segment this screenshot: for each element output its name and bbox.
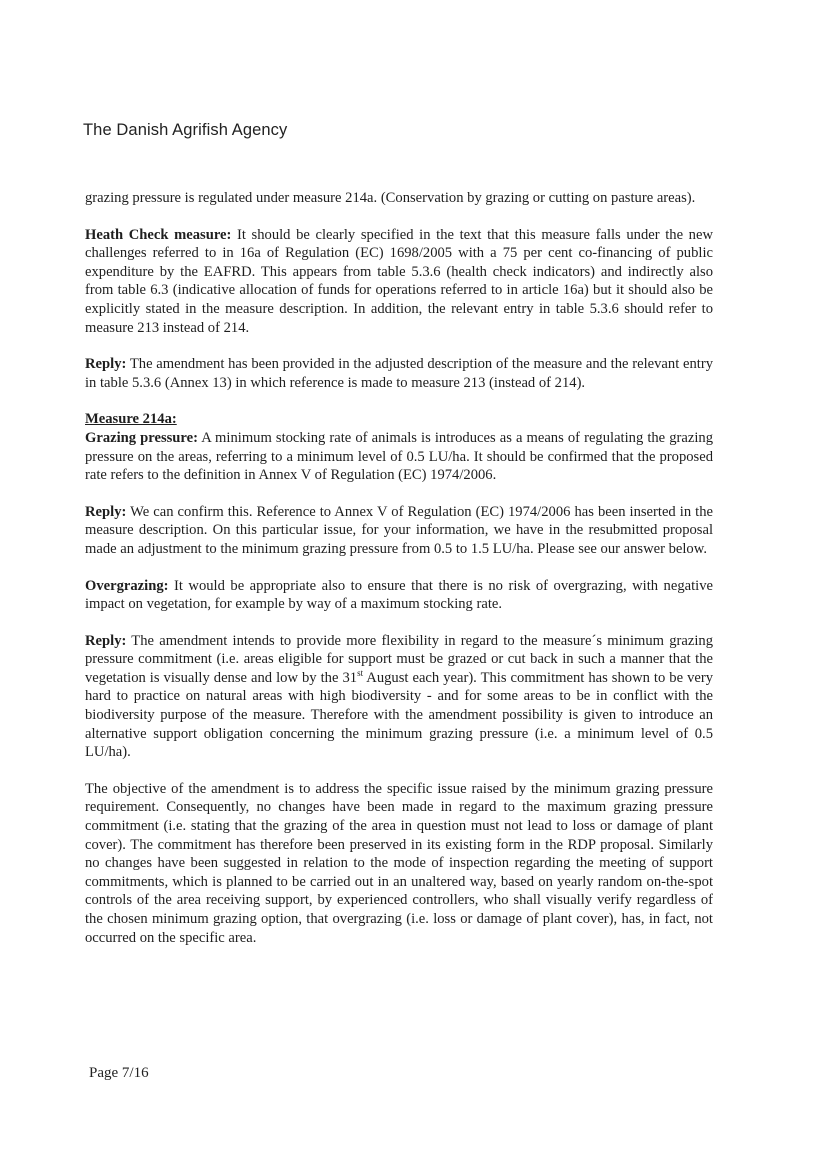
document-body: [85, 189, 713, 965]
paragraph-grazing-pressure: [85, 429, 713, 485]
overgrazing-text: It would be appropriate also to ensure that there is no risk of overgrazing, with negative impact on vegetation, for example by way of a maximum stocking rate.: [85, 577, 713, 613]
reply-text-b: August each year). This commitment has shown to be very hard to practice on natural areas with high biodiversity - and for some areas to be in conflict with the biodiversity purpose of the measure. Therefore with the amendment possibility is given to introduce an alternative support obligation concerning the minimum grazing pressure (i.e. a minimum level of 0.5 LU/ha).: [85, 669, 714, 761]
paragraph-reply-3: [85, 632, 713, 762]
reply-label: Reply:: [85, 503, 127, 520]
grazing-pressure-text: A minimum stocking rate of animals is introduces as a means of regulating the grazing pressure on the areas, referring to a minimum level of 0.5 LU/ha. It should be confirmed that the proposed rate refers to the definition in Annex V of Regulation (EC) 1974/2006.: [85, 429, 713, 484]
reply-text: The amendment has been provided in the adjusted description of the measure and the relevant entry in table 5.3.6 (Annex 13) in which reference is made to measure 213 (instead of 214).: [85, 356, 713, 391]
reply-label: Reply:: [85, 632, 127, 649]
reply-text: We can confirm this. Reference to Annex V of Regulation (EC) 1974/2006 has been inserted in the measure description. On this particular issue, for your information, we have in the resubmitted proposal made an adjustment to the minimum grazing pressure from 0.5 to 1.5 LU/ha. Please see our answer below.: [85, 503, 713, 557]
paragraph-heath-check: [85, 226, 713, 338]
ordinal-suffix: st: [357, 668, 364, 679]
grazing-pressure-label: Grazing pressure:: [85, 429, 198, 446]
page-number: Page 7/16: [89, 1065, 149, 1081]
paragraph-objective: The objective of the amendment is to address the specific issue raised by the minimum grazing pressure requirement. Consequently, no changes have been made in regard to the maximum grazing pressure commitment (i.e. stating that the grazing of the area in question must not lead to loss or damage of plant cover). The commitment has therefore been preserved in its existing form in the RDP proposal. Similarly no changes have been suggested in relation to the mode of inspection regarding the meeting of support commitments, which is planned to be carried out in an unaltered way, based on yearly random on-the-spot controls of the area receiving support, by experienced controllers, who shall visually verify regardless of the chosen minimum grazing option, that overgrazing (i.e. loss or damage of plant cover), has, in fact, not occurred on the specific area.: [85, 780, 713, 946]
reply-text-a: The amendment intends to provide more flexibility in regard to the measure´s minimum grazing pressure commitment (i.e. areas eligible for support must be grazed or cut back in such a manner that the vegetation is visually dense and low by the 31: [85, 632, 713, 686]
paragraph-reply-1: [85, 355, 713, 392]
paragraph-overgrazing: [85, 577, 713, 614]
measure-heading: Measure 214a:: [85, 411, 177, 428]
agency-header: The Danish Agrifish Agency: [83, 121, 288, 139]
heath-check-label: Heath Check measure:: [85, 226, 232, 243]
heath-check-text: It should be clearly specified in the text that this measure falls under the new challenges referred to in 16a of Regulation (EC) 1698/2005 with a 75 per cent co-financing of public expenditure by the EAFRD. This appears from table 5.3.6 (health check indicators) and indirectly also from table 6.3 (indicative allocation of funds for operations referred to in article 16a) but it should also be explicitly stated in the measure description. In addition, the relevant entry in table 5.3.6 should refer to measure 213 instead of 214.: [85, 226, 713, 336]
paragraph-grazing-intro: grazing pressure is regulated under measure 214a. (Conservation by grazing or cutting on pasture areas).: [85, 190, 696, 206]
overgrazing-label: Overgrazing:: [85, 577, 169, 594]
paragraph-reply-2: [85, 503, 713, 559]
reply-label: Reply:: [85, 356, 127, 373]
